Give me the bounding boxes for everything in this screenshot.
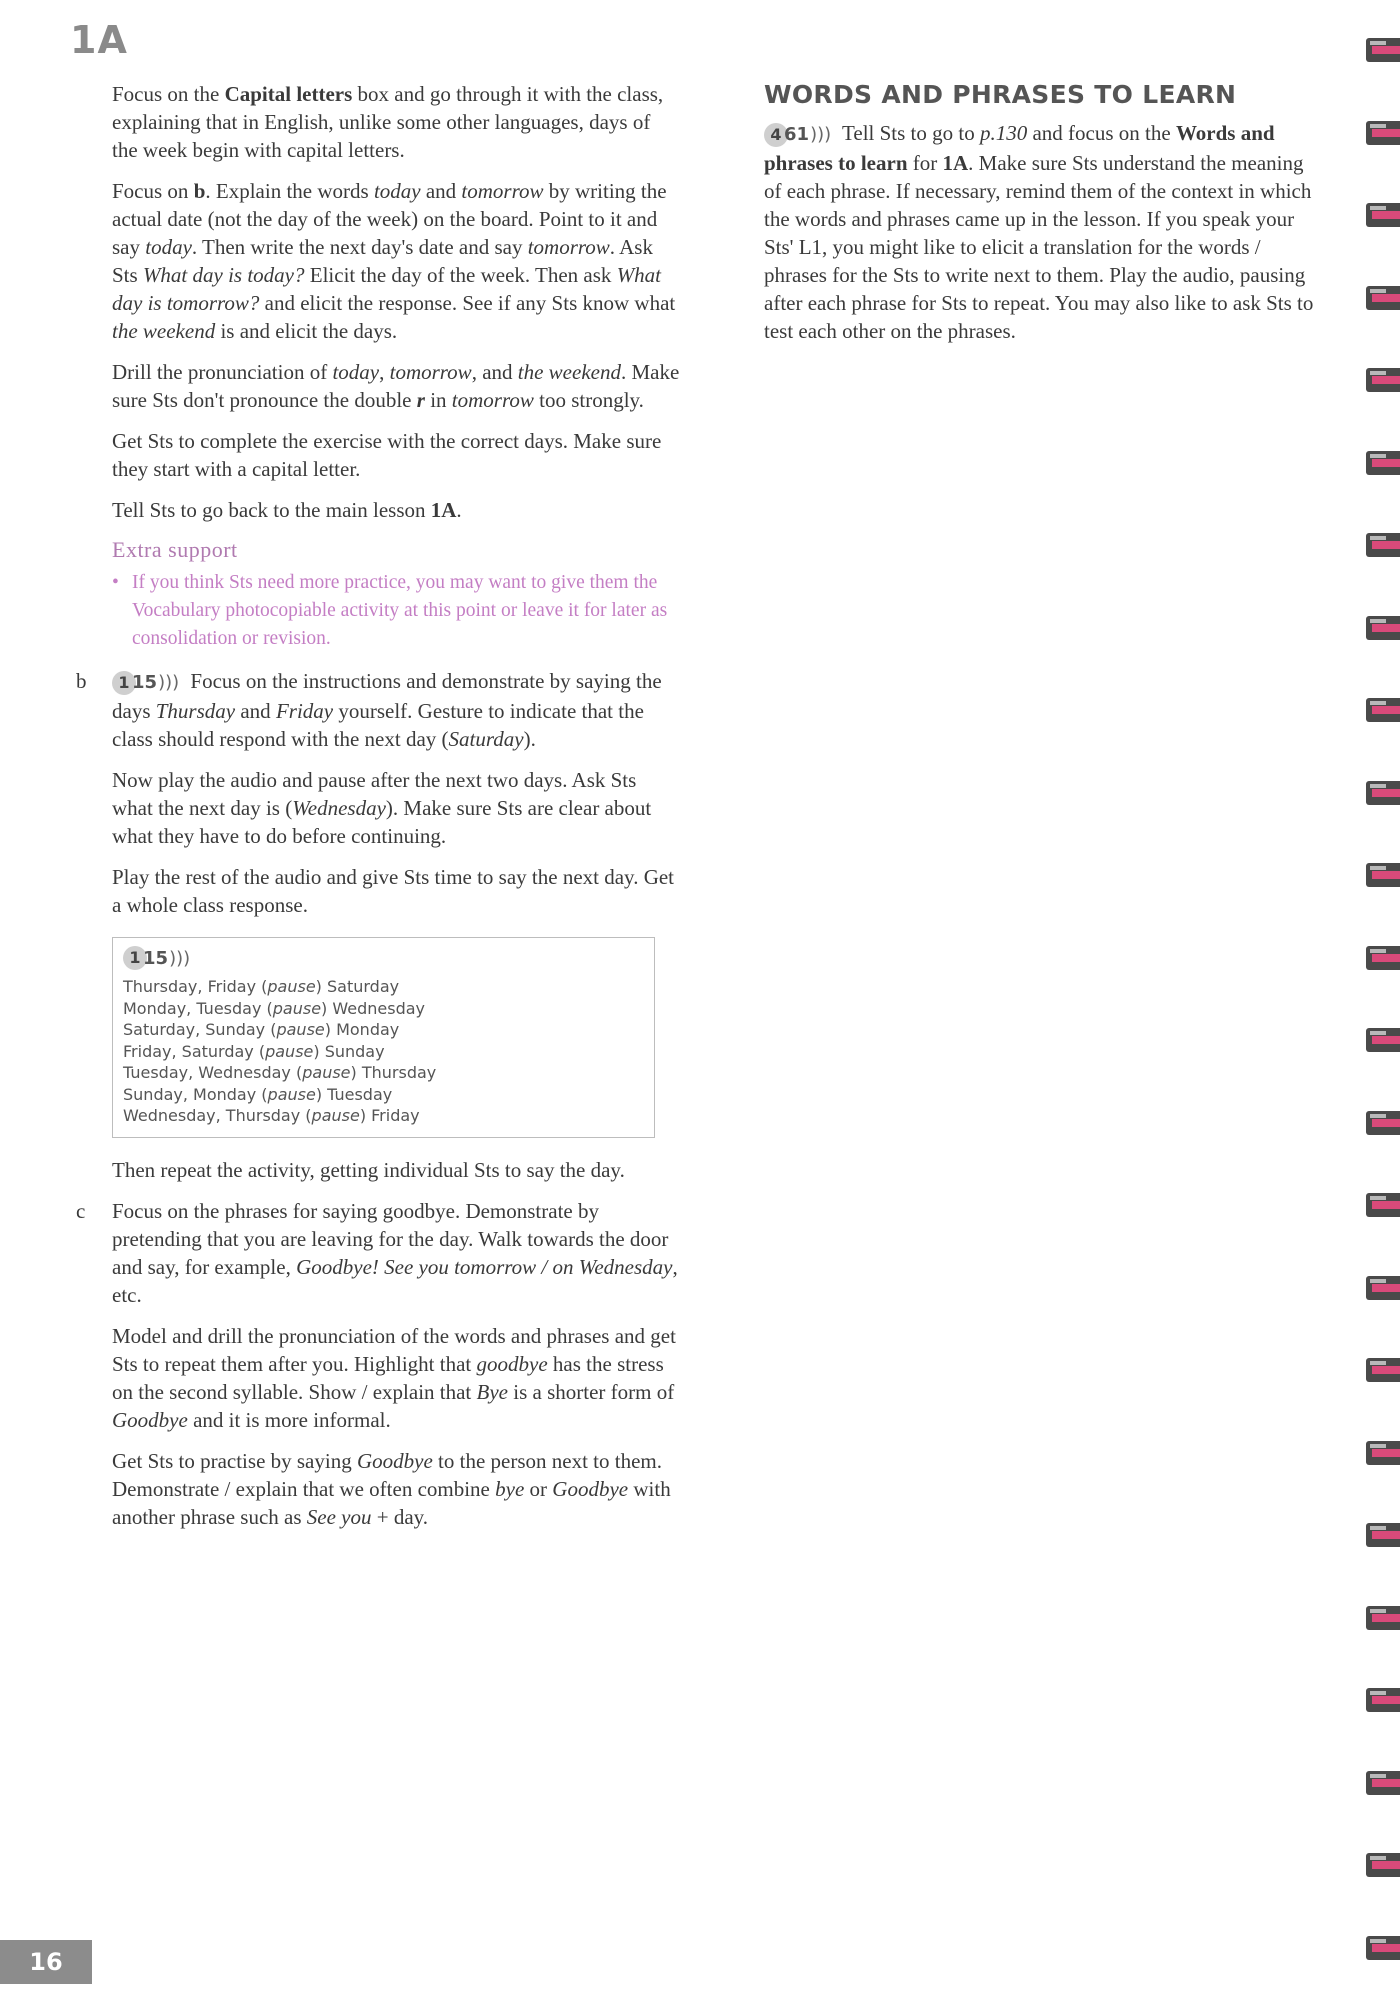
paragraph-b-play <box>112 766 680 850</box>
script-line <box>123 976 644 998</box>
extra-support-heading: Extra support <box>112 537 238 562</box>
section-title-words-phrases: WORDS AND PHRASES TO LEARN <box>764 80 1237 109</box>
audio-disc-icon: 4 <box>764 123 788 147</box>
text: to the person next to them. Demonstrate / explain that we often combine <box>112 1448 662 1501</box>
left-column <box>60 80 680 1544</box>
audio-wave-icon: ))) <box>810 124 832 145</box>
text: Wednesday, Thursday ( <box>123 1106 312 1125</box>
italic-term: today <box>332 360 380 384</box>
text: and it is more informal. <box>187 1407 391 1432</box>
audio-reference <box>112 669 179 697</box>
text: ). <box>523 727 536 751</box>
paragraph-capital-letters <box>112 80 680 164</box>
italic-term: pause <box>302 1063 351 1082</box>
exercise-letter-c: c <box>76 1198 86 1223</box>
script-line <box>123 1105 644 1127</box>
italic-term: bye <box>495 1476 525 1501</box>
right-column <box>764 80 1319 358</box>
text: Get Sts to practise by saying <box>112 1448 357 1473</box>
page-number: 16 <box>0 1940 92 1984</box>
exercise-letter-b: b <box>76 669 87 693</box>
script-line <box>123 1084 644 1106</box>
text: Focus on <box>112 179 194 203</box>
text: and <box>420 179 462 203</box>
italic-term: Goodbye <box>112 1407 188 1432</box>
audio-wave-icon: ))) <box>158 672 180 693</box>
bold-term: 1A <box>942 151 969 175</box>
bullet: • <box>112 572 119 593</box>
text: . Explain the words <box>205 179 374 203</box>
italic-term: pause <box>265 1041 314 1061</box>
italic-term: Goodbye! See you tomorrow / on Wednesday <box>296 1254 673 1279</box>
italic-term: tomorrow <box>389 360 472 384</box>
text: ) Saturday <box>315 977 400 996</box>
paragraph-complete-exercise: Get Sts to complete the exercise with the correct days. Make sure they start with a capital letter. <box>112 429 662 481</box>
italic-term: Goodbye <box>552 1476 629 1501</box>
text: in <box>424 388 452 412</box>
text: or <box>524 1476 553 1501</box>
spiral-tab <box>1366 1276 1400 1300</box>
text: and elicit the response. See if any Sts know what <box>259 291 676 315</box>
text: Friday, Saturday ( <box>123 1041 266 1061</box>
italic-term: What day is today? <box>142 263 305 287</box>
italic-term: pause <box>267 977 316 996</box>
bold-term: 1A <box>430 498 457 522</box>
audio-script-box <box>112 937 655 1138</box>
spiral-tab <box>1366 1771 1400 1795</box>
italic-term: tomorrow <box>451 388 534 412</box>
spiral-tab <box>1366 616 1400 640</box>
spiral-tab <box>1366 1936 1400 1960</box>
spiral-tab <box>1366 1523 1400 1547</box>
italic-term: goodbye <box>476 1351 548 1376</box>
text: yourself. Gesture to indicate that the class should respond with the next day ( <box>112 699 644 751</box>
text: and <box>235 699 276 723</box>
paragraph-back-to-lesson <box>112 496 680 524</box>
text: Thursday, Friday ( <box>123 977 268 996</box>
spiral-tab <box>1366 533 1400 557</box>
text: Tell Sts to go back to the main lesson <box>112 498 431 522</box>
italic-term: Bye <box>476 1379 509 1404</box>
spiral-tab <box>1366 121 1400 145</box>
italic-term: today <box>373 179 421 203</box>
spiral-tab <box>1366 946 1400 970</box>
text: Drill the pronunciation of <box>112 360 333 384</box>
spiral-tab <box>1366 286 1400 310</box>
paragraph-c-model <box>112 1322 680 1434</box>
italic-term: Goodbye <box>356 1448 433 1473</box>
text: Tuesday, Wednesday ( <box>123 1063 303 1082</box>
text: , etc. <box>112 1254 678 1307</box>
bold-term: Capital letters <box>224 82 353 106</box>
text: . Ask Sts <box>112 235 653 287</box>
italic-term: See you <box>306 1504 372 1529</box>
audio-reference <box>764 121 831 149</box>
italic-term: Thursday <box>155 699 236 723</box>
text: is and elicit the days. <box>215 319 398 343</box>
italic-term: pause <box>311 1106 360 1125</box>
text: Focus on the instructions and demonstrate by saying the days <box>112 669 662 723</box>
paragraph-words-phrases <box>764 119 1319 345</box>
text: . Make sure Sts understand the meaning of each phrase. If necessary, remind them of the context in which the words and phrases came up in the lesson. If you speak your Sts' L1, you might like to elicit a translation for the words / phrases for the Sts to write next to them. Play the audio, pausing after each phrase for Sts to repeat. You may also like to ask Sts to test each other on the phrases. <box>764 151 1314 343</box>
text: box and go through it with the class, explaining that in English, unlike some other languages, days of the week begin with capital letters. <box>112 82 664 162</box>
text: with another phrase such as <box>112 1476 671 1529</box>
text: ) Friday <box>359 1106 420 1125</box>
text: has the stress on the second syllable. Show / explain that <box>112 1351 664 1404</box>
text: . Then write the next day's date and say <box>191 235 528 259</box>
exercise-c <box>60 1197 680 1309</box>
italic-term: p.130 <box>979 121 1028 145</box>
text: , and <box>471 360 518 384</box>
italic-term: tomorrow <box>461 179 544 203</box>
italic-term: pause <box>267 1084 316 1104</box>
bold-term: Words and phrases to learn <box>764 121 1275 175</box>
spiral-tab <box>1366 38 1400 62</box>
text: Sunday, Monday ( <box>123 1084 268 1104</box>
text: Tell Sts to go to <box>837 121 980 145</box>
spiral-tab <box>1366 1358 1400 1382</box>
text: too strongly. <box>533 388 644 412</box>
audio-track: 61 <box>784 124 810 145</box>
spiral-tab <box>1366 1028 1400 1052</box>
text: Elicit the day of the week. Then ask <box>304 263 617 287</box>
paragraph-b-repeat: Then repeat the activity, getting individual Sts to say the day. <box>112 1157 625 1182</box>
text: Saturday, Sunday ( <box>123 1020 277 1039</box>
italic-term: the weekend <box>112 319 216 343</box>
script-line <box>123 1062 644 1084</box>
spiral-tab <box>1366 1606 1400 1630</box>
text: ) Monday <box>324 1020 400 1039</box>
italic-term: Wednesday <box>292 796 386 820</box>
text: ) Tuesday <box>315 1084 393 1104</box>
text: is a shorter form of <box>508 1379 675 1404</box>
text: ) Sunday <box>313 1041 385 1061</box>
spiral-tab <box>1366 1441 1400 1465</box>
text: by writing the actual date (not the day of the week) on the board. Point to it and say <box>112 179 667 259</box>
audio-reference <box>123 946 190 970</box>
italic-term: today <box>145 235 192 259</box>
text: If you think Sts need more practice, you may want to give them the Vocabulary photocopiable activity at this point or leave it for later as consolidation or revision. <box>132 572 668 649</box>
text: Now play the audio and pause after the next two days. Ask Sts what the next day is ( <box>112 768 637 820</box>
text: for <box>907 151 943 175</box>
italic-term: tomorrow <box>527 235 610 259</box>
italic-term: Friday <box>275 699 334 723</box>
audio-disc-icon: 1 <box>112 671 136 695</box>
spiral-binding-icon <box>1362 0 1400 2000</box>
spiral-tab <box>1366 368 1400 392</box>
italic-term: pause <box>272 998 322 1018</box>
exercise-b <box>60 667 680 753</box>
text: Monday, Tuesday ( <box>123 998 273 1018</box>
paragraph-b-intro <box>112 667 680 753</box>
spiral-tab <box>1366 1111 1400 1135</box>
audio-wave-icon: ))) <box>169 947 191 969</box>
italic-term: pause <box>276 1020 325 1039</box>
italic-term: What day is tomorrow? <box>112 263 662 315</box>
text: Focus on the phrases for saying goodbye. Demonstrate by pretending that you are leaving for the day. Walk towards the door and say, for example, <box>112 1198 669 1279</box>
audio-disc-icon: 1 <box>123 946 147 970</box>
paragraph-drill <box>112 358 680 414</box>
text: ) Wednesday <box>321 998 426 1018</box>
audio-track: 15 <box>132 672 158 693</box>
script-line <box>123 1041 644 1063</box>
text: ). Make sure Sts are clear about what they have to do before continuing. <box>112 796 652 848</box>
italic-term: Saturday <box>448 727 524 751</box>
paragraph-b-rest: Play the rest of the audio and give Sts time to say the next day. Get a whole class response. <box>112 865 675 917</box>
spiral-tab <box>1366 1853 1400 1877</box>
paragraph-c-intro <box>112 1197 680 1309</box>
spiral-tab <box>1366 698 1400 722</box>
italic-term: the weekend <box>517 360 621 384</box>
text: , <box>379 360 390 384</box>
text: ) Thursday <box>350 1063 437 1082</box>
paragraph-focus-b <box>112 177 680 345</box>
spiral-tab <box>1366 451 1400 475</box>
text: Focus on the <box>112 82 225 106</box>
spiral-tab <box>1366 781 1400 805</box>
bold-term: b <box>193 179 206 203</box>
italic-term: r <box>416 388 425 412</box>
text: + day. <box>371 1504 429 1529</box>
script-line <box>123 998 644 1020</box>
paragraph-c-practise <box>112 1447 680 1531</box>
text: and focus on the <box>1027 121 1176 145</box>
extra-support-text <box>112 569 680 653</box>
spiral-tab <box>1366 1688 1400 1712</box>
spiral-tab <box>1366 863 1400 887</box>
spiral-tab <box>1366 203 1400 227</box>
script-line <box>123 1019 644 1041</box>
audio-track: 15 <box>143 947 169 969</box>
text: . <box>456 498 462 522</box>
unit-code: 1A <box>70 18 128 62</box>
text: Model and drill the pronunciation of the words and phrases and get Sts to repeat them after you. Highlight that <box>112 1323 676 1376</box>
spiral-tab <box>1366 1193 1400 1217</box>
text: . Make sure Sts don't pronounce the double <box>112 360 680 412</box>
